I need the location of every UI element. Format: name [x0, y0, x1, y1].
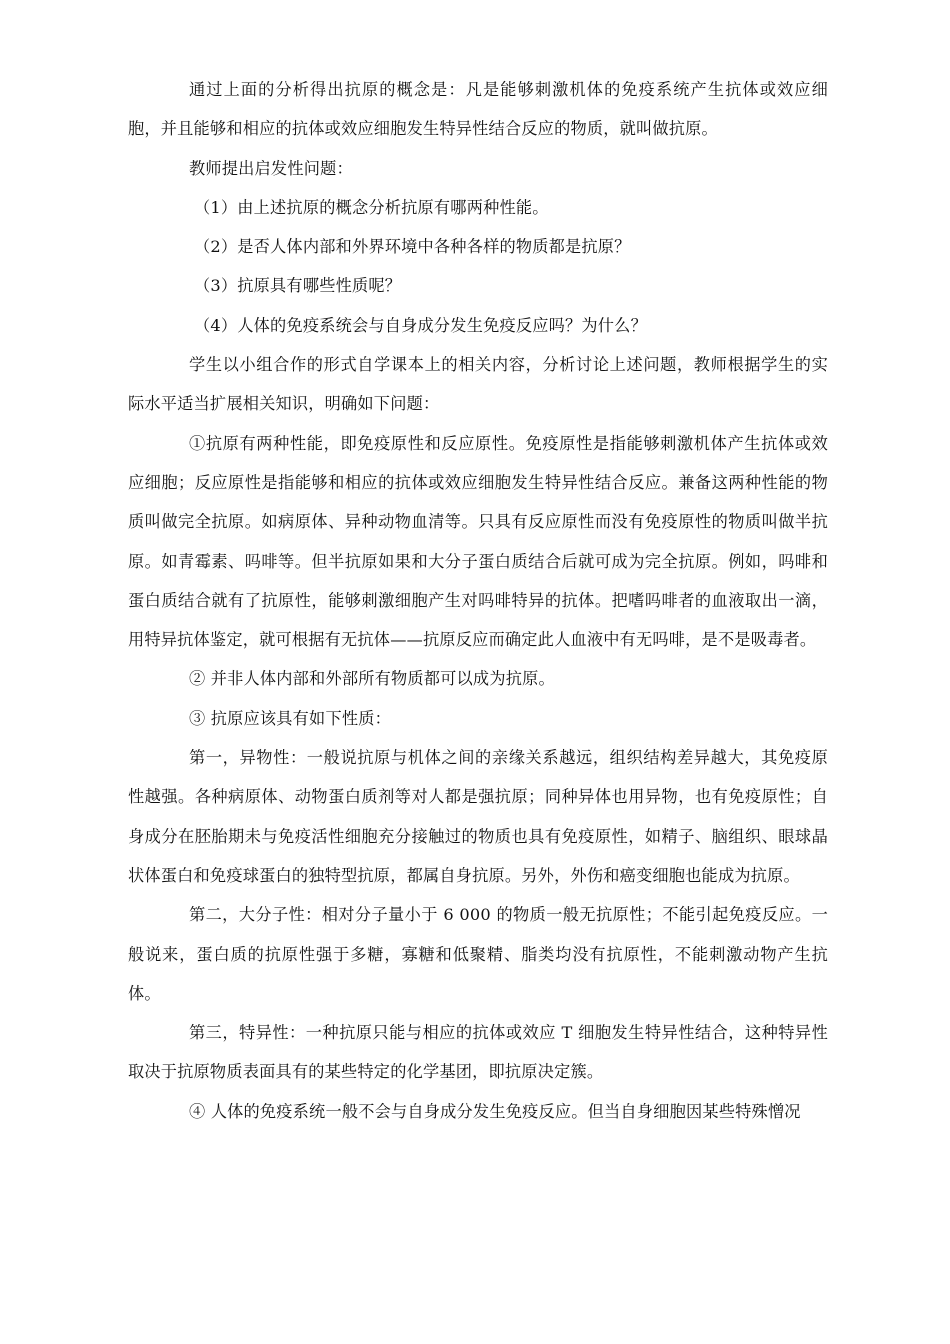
question-1: （1）由上述抗原的概念分析抗原有哪两种性能。 — [194, 197, 549, 217]
answer-3-heading: ③ 抗原应该具有如下性质： — [189, 708, 391, 728]
document-body — [128, 70, 828, 1131]
answer-1-paragraph: ①抗原有两种性能，即免疫原性和反应原性。免疫原性是指能够刺激机体产生抗体或效应细胞；反应原性是指能够和相应的抗体或效应细胞发生特异性结合反应。兼备这两种性能的物质叫做完全抗原。如病原体、异种动物血清等。只具有反应原性而没有免疫原性的物质叫做半抗原。如青霉素、吗啡等。但半抗原如果和大分子蛋白质结合后就可成为完全抗原。例如，吗啡和蛋白质结合就有了抗原性，能够刺激细胞产生对吗啡特异的抗体。把嗜吗啡者的血液取出一滴，用特异抗体鉴定，就可根据有无抗体——抗原反应而确定此人血液中有无吗啡，是不是吸毒者。 — [128, 433, 828, 650]
question-4: （4）人体的免疫系统会与自身成分发生免疫反应吗？为什么？ — [194, 315, 647, 335]
answer-2-paragraph: ② 并非人体内部和外部所有物质都可以成为抗原。 — [189, 669, 555, 689]
property-foreignness-paragraph: 第一，异物性：一般说抗原与机体之间的亲缘关系越远，组织结构差异越大，其免疫原性越强。各种病原体、动物蛋白质剂等对人都是强抗原；同种异体也用异物，也有免疫原性；自身成分在胚胎期未与免疫活性细胞充分接触过的物质也具有免疫原性，如精子、脑组织、眼球晶状体蛋白和免疫球蛋白的独特型抗原，都属自身抗原。另外，外伤和癌变细胞也能成为抗原。 — [128, 748, 828, 885]
question-3: （3）抗原具有哪些性质呢？ — [194, 276, 402, 296]
question-2: （2）是否人体内部和外界环境中各种各样的物质都是抗原？ — [194, 237, 631, 257]
property-specificity-paragraph: 第三，特异性：一种抗原只能与相应的抗体或效应 T 细胞发生特异性结合，这种特异性取决于抗原物质表面具有的某些特定的化学基团，即抗原决定簇。 — [128, 1023, 828, 1082]
teacher-questions-intro: 教师提出启发性问题： — [189, 158, 353, 178]
antigen-definition-paragraph: 通过上面的分析得出抗原的概念是：凡是能够刺激机体的免疫系统产生抗体或效应细胞，并且能够和相应的抗体或效应细胞发生特异性结合反应的物质，就叫做抗原。 — [128, 80, 828, 139]
answer-4-paragraph: ④ 人体的免疫系统一般不会与自身成分发生免疫反应。但当自身细胞因某些特殊憎况 — [189, 1101, 801, 1121]
student-activity-paragraph: 学生以小组合作的形式自学课本上的相关内容，分析讨论上述问题，教师根据学生的实际水平适当扩展相关知识，明确如下问题： — [128, 355, 828, 414]
property-macromolecular-paragraph: 第二，大分子性：相对分子量小于 6 000 的物质一般无抗原性；不能引起免疫反应。一般说来，蛋白质的抗原性强于多糖，寡糖和低聚精、脂类均没有抗原性，不能刺激动物产生抗体。 — [128, 905, 828, 1003]
